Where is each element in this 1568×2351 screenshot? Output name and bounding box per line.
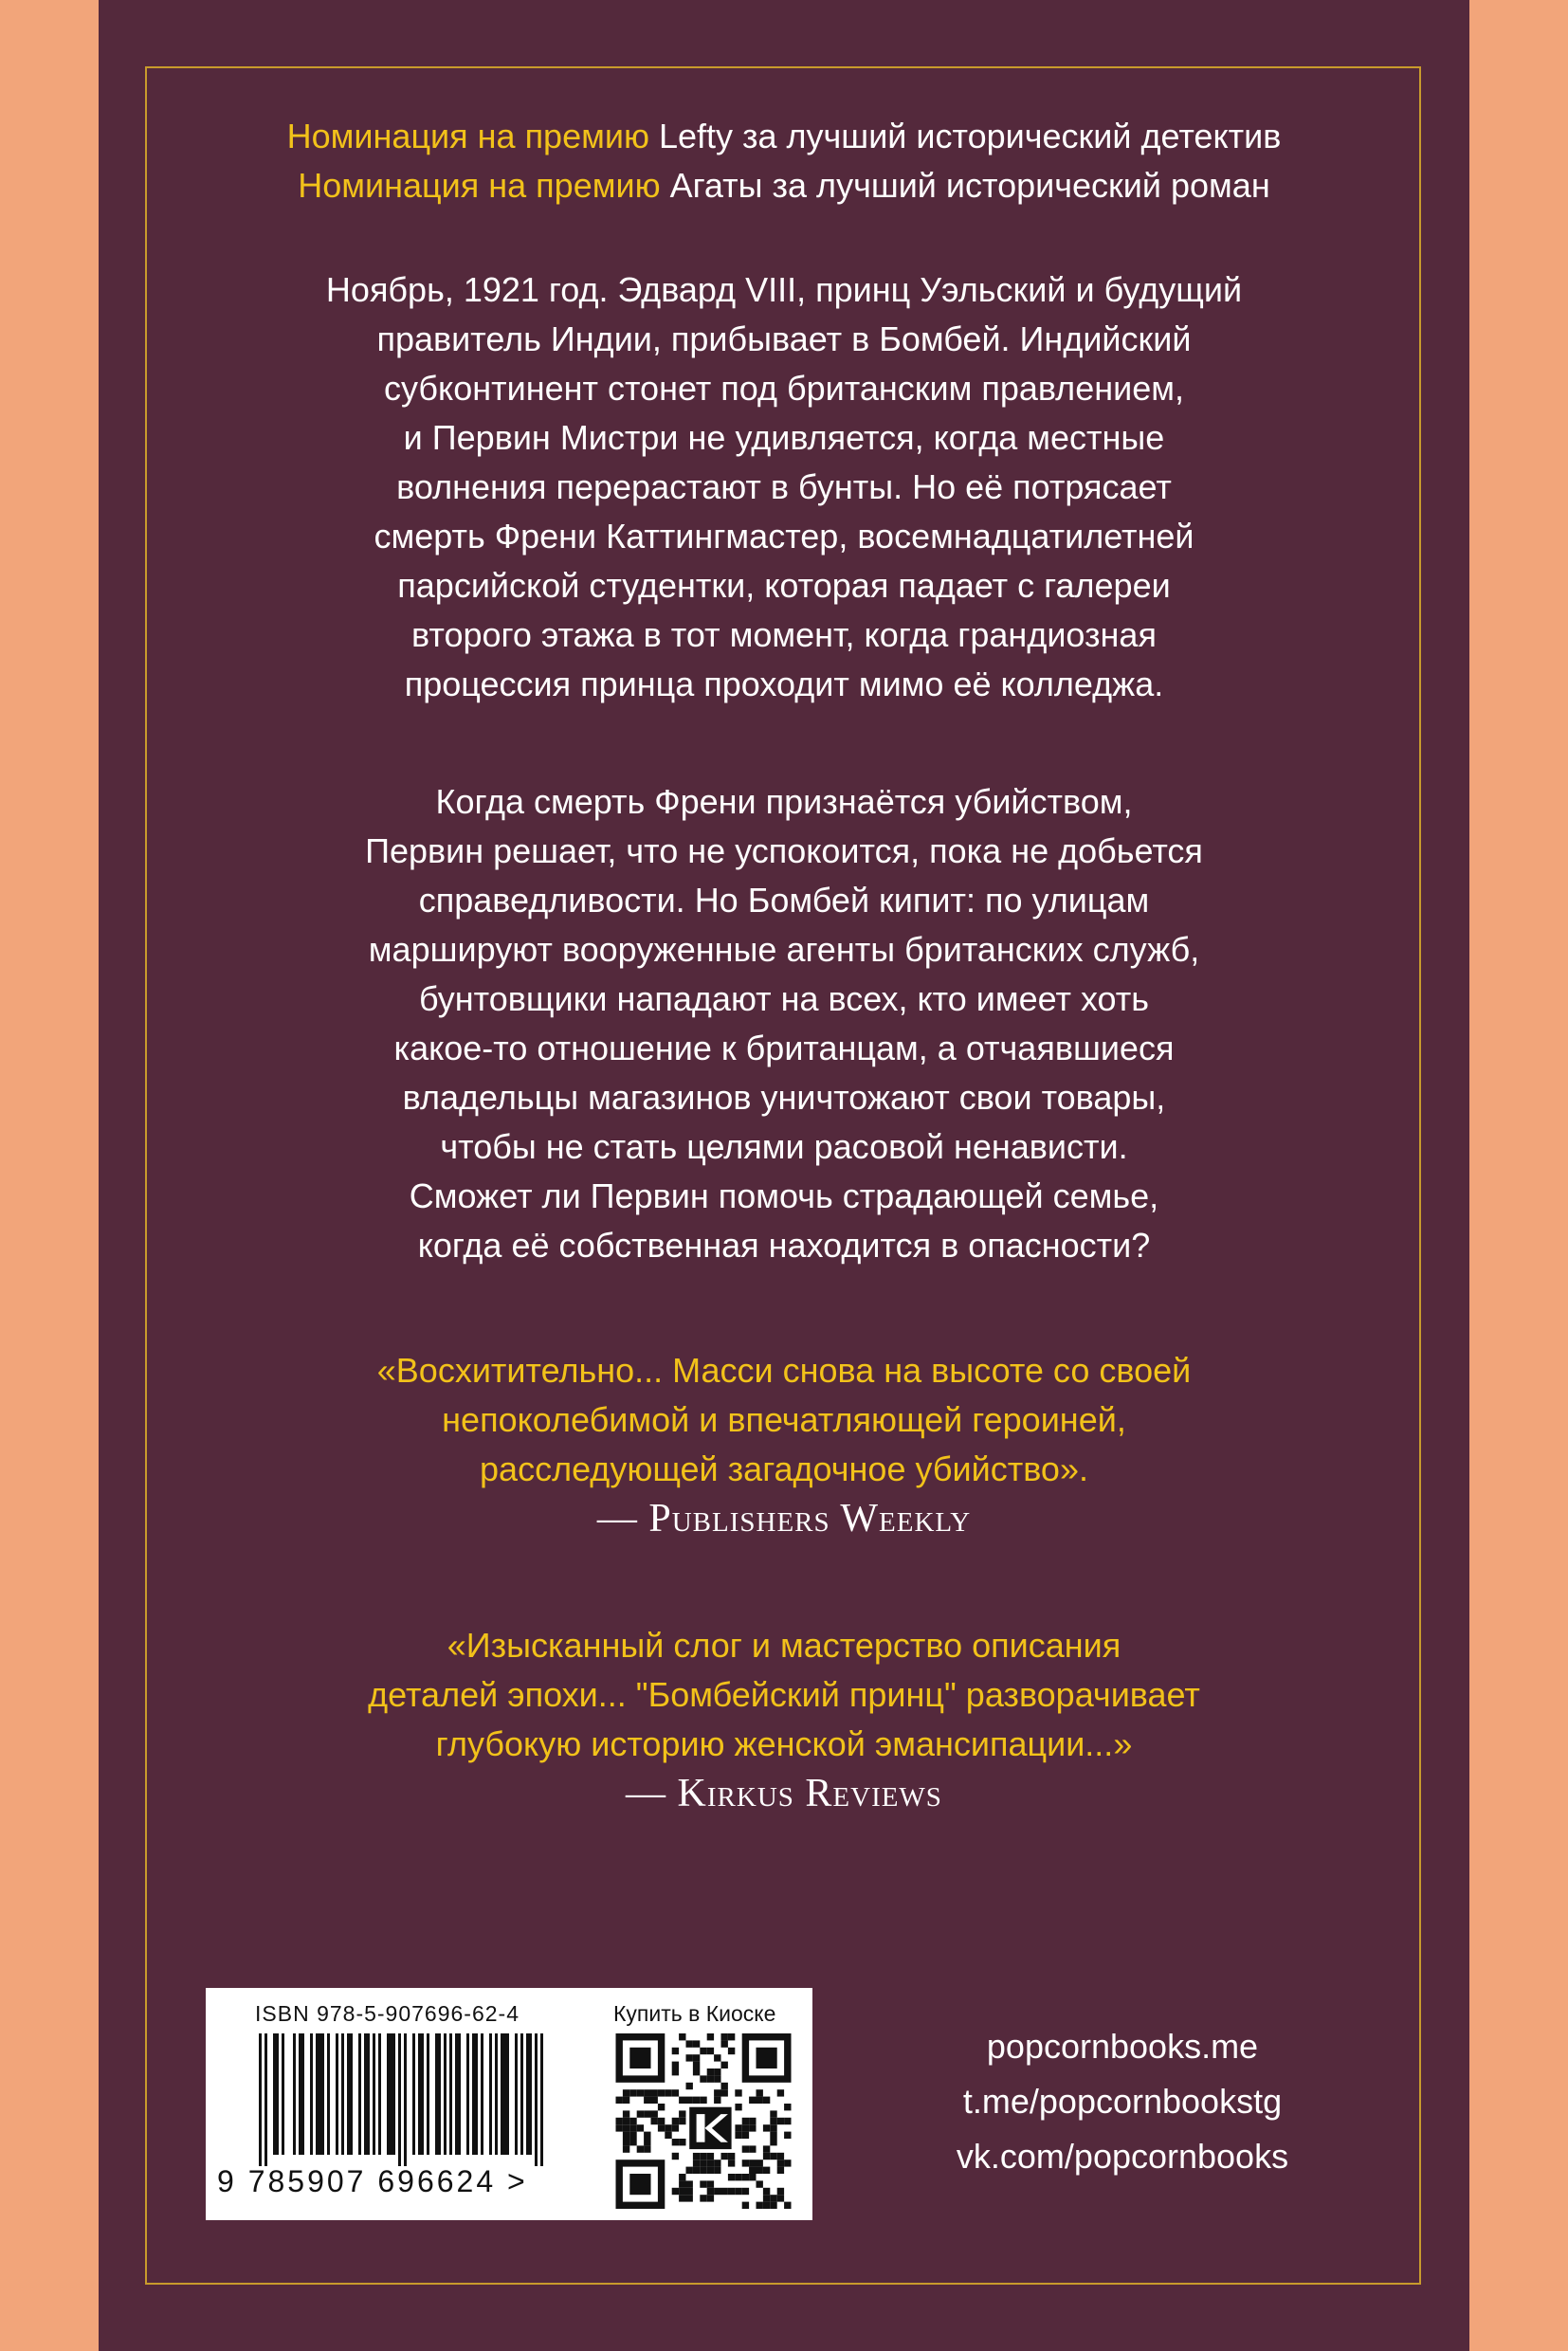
synopsis-line: парсийской студентки, которая падает с галереи <box>397 566 1171 605</box>
synopsis-line: субконтинент стонет под британским правлением, <box>384 369 1184 408</box>
synopsis-line: справедливости. Но Бомбей кипит: по улицам <box>418 881 1150 920</box>
synopsis-line: волнения перерастают в бунты. Но её потрясает <box>396 467 1172 506</box>
quote-attribution: — Publishers Weekly <box>596 1497 972 1540</box>
awards-block <box>99 112 1469 210</box>
synopsis-line: бунтовщики нападают на всех, кто имеет хоть <box>418 979 1150 1018</box>
telegram-link[interactable]: t.me/popcornbookstg <box>962 2082 1283 2121</box>
isbn-label: ISBN 978-5-907696-62-4 <box>255 2001 520 2026</box>
synopsis-line: второго этажа в тот момент, когда грандиозная <box>411 615 1157 654</box>
award-line <box>99 161 1469 210</box>
synopsis-line: смерть Френи Каттингмастер, восемнадцатилетней <box>374 517 1194 556</box>
qr-label: Купить в Киоске <box>613 2001 776 2026</box>
award-highlight: Номинация на премию <box>286 117 649 155</box>
quote-line: «Восхитительно... Масси снова на высоте со своей <box>376 1351 1192 1390</box>
synopsis-line: правитель Индии, прибывает в Бомбей. Индийский <box>376 319 1192 358</box>
synopsis-line: Сможет ли Первин помочь страдающей семье, <box>409 1176 1159 1215</box>
synopsis-line: чтобы не стать целями расовой ненависти. <box>440 1127 1128 1166</box>
synopsis-line: Когда смерть Френи признаётся убийством, <box>435 782 1133 821</box>
quote-line: расследующей загадочное убийство». <box>480 1449 1088 1488</box>
quote-line: непоколебимой и впечатляющей героиней, <box>442 1400 1126 1439</box>
publisher-links <box>885 2019 1359 2184</box>
award-line <box>99 112 1469 161</box>
award-text: Агаты за лучший исторический роман <box>660 166 1270 205</box>
award-highlight: Номинация на премию <box>298 166 661 205</box>
synopsis-line: Первин решает, что не успокоится, пока не добьется <box>365 831 1203 870</box>
quote-attribution: — Kirkus Reviews <box>626 1772 942 1815</box>
synopsis-line: Ноябрь, 1921 год. Эдвард VIII, принц Уэльский и будущий <box>325 270 1243 309</box>
barcode-digits: 9 785907 696624 > <box>217 2164 528 2198</box>
synopsis-line: когда её собственная находится в опасности? <box>417 1226 1151 1265</box>
synopsis-line: процессия принца проходит мимо её колледжа. <box>404 665 1164 703</box>
quote-line: деталей эпохи... "Бомбейский принц" разворачивает <box>368 1675 1200 1714</box>
synopsis-line: и Первин Мистри не удивляется, когда местные <box>403 418 1165 457</box>
quote-line: «Изысканный слог и мастерство описания <box>447 1626 1121 1665</box>
synopsis-line: владельцы магазинов уничтожают свои товары, <box>402 1078 1166 1117</box>
website-link[interactable]: popcornbooks.me <box>986 2027 1259 2066</box>
isbn-barcode-box <box>206 1988 812 2220</box>
barcode-icon <box>259 2033 543 2166</box>
qr-code-icon[interactable] <box>613 2033 793 2209</box>
quote-line: глубокую историю женской эмансипации...» <box>435 1724 1133 1763</box>
award-text: Lefty за лучший исторический детектив <box>648 117 1282 155</box>
synopsis-line: маршируют вооруженные агенты британских служб, <box>368 930 1200 969</box>
synopsis-paragraph-2 <box>99 777 1469 1270</box>
synopsis-paragraph-1 <box>99 265 1469 709</box>
review-quote-2 <box>99 1621 1469 1818</box>
review-quote-1 <box>99 1346 1469 1543</box>
synopsis-line: какое-то отношение к британцам, а отчаявшиеся <box>393 1029 1175 1067</box>
back-cover-panel <box>99 0 1469 2351</box>
vk-link[interactable]: vk.com/popcornbooks <box>956 2137 1289 2176</box>
